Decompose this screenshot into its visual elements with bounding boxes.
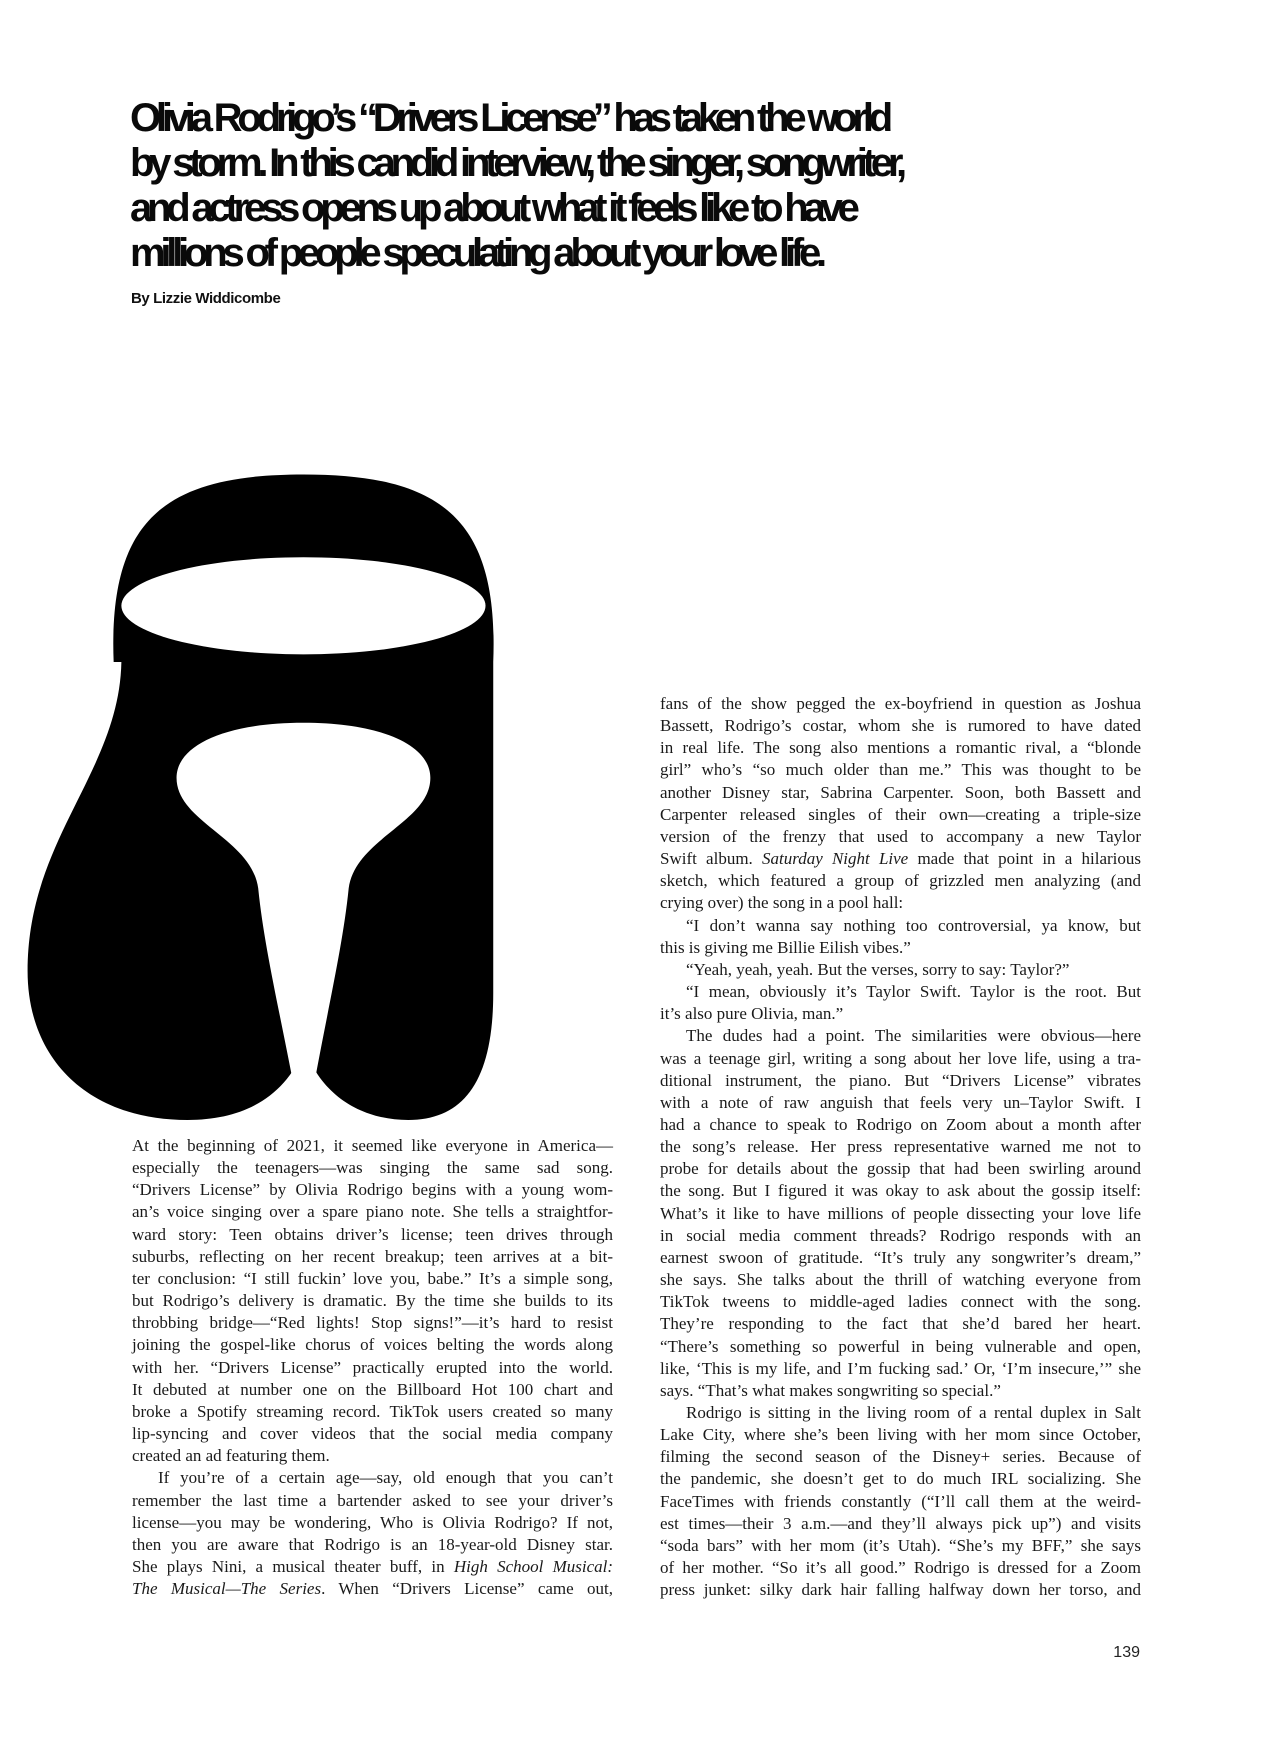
text-segment: . When “Drivers License” came out, — [321, 1579, 613, 1599]
text-line: probe for details about the gossip that had been swirling around — [660, 1159, 1141, 1179]
headline-line: by storm. In this candid interview, the singer, songwriter, — [130, 141, 902, 185]
text-line: FaceTimes with friends constantly (“I’ll call them at the weird- — [660, 1491, 1141, 1511]
text-line: girl” who’s “so much older than me.” This was thought to be — [660, 760, 1141, 780]
text-line: Carpenter released singles of their own—creating a triple-size — [660, 804, 1141, 824]
text-line: with a note of raw anguish that feels very un–Taylor Swift. I — [660, 1092, 1141, 1112]
text-line: fans of the show pegged the ex-boyfriend in question as Joshua — [660, 694, 1141, 713]
text-line: earnest swoon of gratitude. “It’s truly any songwriter’s dream,” — [660, 1247, 1141, 1267]
text-line: joining the gospel-like chorus of voices belting the words along — [132, 1335, 613, 1355]
text-line: Bassett, Rodrigo’s costar, whom she is rumored to have dated — [660, 716, 1141, 736]
headline-line: millions of people speculating about your love life. — [130, 231, 822, 275]
text-line: says. “That’s what makes songwriting so special.” — [660, 1380, 1001, 1400]
text-line: especially the teenagers—was singing the same sad song. — [132, 1158, 613, 1178]
italic-title: The Musical—The Series — [132, 1579, 322, 1599]
text-line: They’re responding to the fact that she’d bared her heart. — [660, 1314, 1141, 1334]
text-line: crying over) the song in a pool hall: — [660, 893, 904, 913]
text-line: throbbing bridge—“Red lights! Stop signs!”—it’s hard to resist — [132, 1313, 613, 1333]
text-line: “I don’t wanna say nothing too controversial, ya know, but — [686, 915, 1141, 935]
text-line: she says. She talks about the thrill of watching everyone from — [660, 1270, 1141, 1290]
text-line: filming the second season of the Disney+ series. Because of — [660, 1447, 1141, 1467]
text-line: “There’s something so powerful in being vulnerable and open, — [660, 1336, 1141, 1356]
text-line: remember the last time a bartender asked to see your driver’s — [132, 1490, 613, 1510]
text-line: The dudes had a point. The similarities were obvious—here — [686, 1026, 1141, 1046]
text-line: ditional instrument, the piano. But “Drivers License” vibrates — [660, 1070, 1141, 1090]
text-line: “I mean, obviously it’s Taylor Swift. Taylor is the root. But — [686, 982, 1141, 1002]
text-line: created an ad featuring them. — [132, 1446, 330, 1466]
text-line — [132, 1578, 613, 1600]
text-line: with her. “Drivers License” practically erupted into the world. — [132, 1357, 613, 1377]
text-line: suburbs, reflecting on her recent breakup; teen arrives at a bit- — [132, 1246, 613, 1266]
text-line: press junket: silky dark hair falling halfway down her torso, and — [660, 1580, 1141, 1600]
text-line: then you are aware that Rodrigo is an 18-year-old Disney star. — [132, 1534, 613, 1554]
text-line: like, ‘This is my life, and I’m fucking sad.’ Or, ‘I’m insecure,’” she — [660, 1358, 1141, 1378]
text-line: “Drivers License” by Olivia Rodrigo begins with a young wom- — [132, 1180, 613, 1200]
text-line: the pandemic, she doesn’t get to do much IRL socializing. She — [660, 1469, 1141, 1489]
text-line: “soda bars” with her mom (it’s Utah). “She’s my BFF,” she says — [660, 1535, 1141, 1555]
text-line: an’s voice singing over a spare piano note. She tells a straightfor- — [132, 1202, 613, 1222]
text-segment: made that point in a hilarious — [908, 849, 1141, 869]
text-line: but Rodrigo’s delivery is dramatic. By the time she builds to its — [132, 1291, 613, 1311]
text-line: What’s it like to have millions of people dissecting your love life — [660, 1203, 1141, 1223]
text-line: ward story: Teen obtains driver’s license; teen drives through — [132, 1224, 613, 1244]
text-line — [132, 1556, 613, 1578]
text-segment: She plays Nini, a musical theater buff, in — [132, 1556, 454, 1576]
text-line: TikTok tweens to middle-aged ladies connect with the song. — [660, 1292, 1141, 1312]
text-segment: Swift album. — [660, 849, 762, 869]
text-line: the song’s release. Her press representative warned me not to — [660, 1137, 1141, 1157]
page-number: 139 — [1113, 1644, 1140, 1661]
text-line: had a chance to speak to Rodrigo on Zoom about a month after — [660, 1114, 1141, 1134]
article-column-right — [660, 693, 1141, 1601]
text-line: of her mother. “So it’s all good.” Rodrigo is dressed for a Zoom — [660, 1558, 1141, 1578]
text-line: ter conclusion: “I still fuckin’ love you, babe.” It’s a simple song, — [132, 1268, 613, 1288]
italic-title: High School Musical: — [453, 1556, 613, 1576]
text-line — [660, 848, 1141, 870]
text-line: version of the frenzy that used to accompany a new Taylor — [660, 826, 1141, 846]
text-line: sketch, which featured a group of grizzled men analyzing (and — [660, 871, 1141, 891]
text-line: Rodrigo is sitting in the living room of a rental duplex in Salt — [686, 1403, 1141, 1422]
text-line: It debuted at number one on the Billboard Hot 100 chart and — [132, 1379, 613, 1399]
text-line: lip-syncing and cover videos that the social media company — [132, 1424, 613, 1444]
text-line: another Disney star, Sabrina Carpenter. Soon, both Bassett and — [660, 782, 1141, 802]
text-line: est times—their 3 a.m.—and they’ll always pick up”) and visits — [660, 1513, 1141, 1533]
text-line: license—you may be wondering, Who is Olivia Rodrigo? If not, — [132, 1512, 613, 1532]
text-line: in social media comment threads? Rodrigo responds with an — [660, 1225, 1141, 1245]
headline-line: and actress opens up about what it feels like to have — [130, 186, 855, 230]
text-line: “Yeah, yeah, yeah. But the verses, sorry to say: Taylor?” — [686, 959, 1070, 979]
text-line: At the beginning of 2021, it seemed like everyone in America— — [132, 1136, 613, 1155]
italic-title: Saturday Night Live — [762, 849, 909, 869]
text-line: the song. But I figured it was okay to ask about the gossip itself: — [660, 1181, 1141, 1201]
text-line: in real life. The song also mentions a romantic rival, a “blonde — [660, 738, 1141, 758]
article-column-left — [132, 1135, 613, 1600]
text-line: If you’re of a certain age—say, old enough that you can’t — [158, 1468, 613, 1488]
byline: By Lizzie Widdicombe — [131, 290, 281, 307]
text-line: it’s also pure Olivia, man.” — [660, 1004, 844, 1024]
text-line: broke a Spotify streaming record. TikTok users created so many — [132, 1401, 613, 1421]
text-line: was a teenage girl, writing a song about her love life, using a tra- — [660, 1048, 1141, 1068]
illustration-upper-hole — [121, 557, 485, 654]
text-line: Lake City, where she’s been living with her mom since October, — [660, 1425, 1141, 1445]
headline-line: Olivia Rodrigo’s “Drivers License” has taken the world — [130, 96, 889, 140]
text-line: this is giving me Billie Eilish vibes.” — [660, 937, 911, 957]
